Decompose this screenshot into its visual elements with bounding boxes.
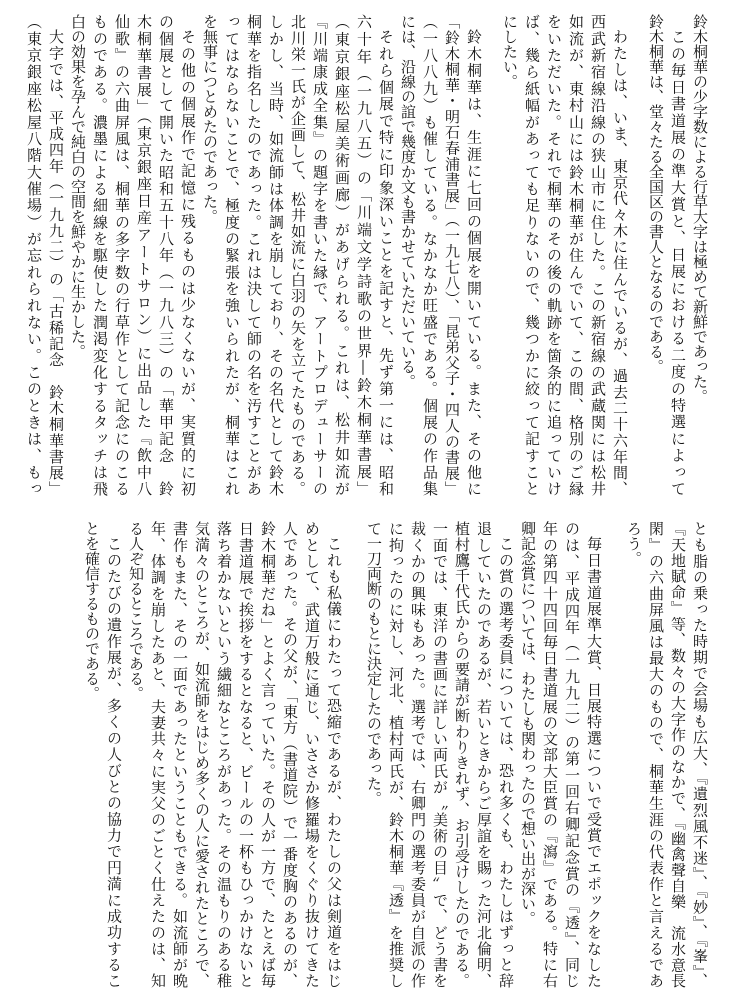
text-column: 木桐華書展」（東京銀座日産アートサロン）に出品した『飲中八 [135, 14, 153, 496]
text-column: ば、幾ら紙幅があっても足りないので、幾つかに絞って記すこと [523, 14, 541, 496]
text-column: 鈴木桐華は、堂々たる全国区の書人となるのである。 [647, 14, 665, 374]
text-section [645, 14, 711, 496]
text-column: 毎日書道展準大賞、日展特選についで受賞でエポックをなした [585, 536, 603, 988]
text-column: 年の第四十四回毎日書道展の文部大臣賞の『瀉』である。特に右 [541, 521, 559, 988]
text-column: 卿記念賞については、わたしも関わったので想い出が深い。 [519, 521, 537, 926]
text-column: 「鈴木桐華・明石春浦書展」（一九七八）、「昆弟父子・四人の書展」 [443, 14, 461, 496]
text-column: その他の個展作で記憶に残るものは少なくないが、実質的に初 [179, 29, 197, 496]
text-column: めとして、武道万般に通じ、いささか修羅場をくぐり抜けてきた [303, 521, 321, 988]
paragraph [23, 14, 67, 496]
text-column: る人ぞ知るところである。 [127, 521, 145, 701]
text-column: それら個展で特に印象深いことを記すと、先ず第一には、昭和 [377, 29, 395, 496]
text-column: 退していたのであるが、若いときからご厚誼を賜った河北倫明、 [475, 521, 493, 988]
text-section [499, 14, 631, 496]
text-column: ものである。濃墨による細線を駆使した潤渇変化するタッチは飛 [91, 14, 109, 496]
text-column: とも脂の乗った時期で会場も広大、『遺烈風不迷』、『妙』、『峯』、 [691, 521, 709, 988]
text-column: 西武新宿線沿線の狭山市に住した。この新宿線の武蔵関には松井 [589, 14, 607, 496]
text-column: この毎日書道展の準大賞と、日展における二度の特選によって [669, 29, 687, 497]
paragraph [499, 14, 631, 496]
text-column: 裁くかの興味もあった。選考では、右卿門の選考委員が自派の作 [409, 521, 427, 988]
paragraph [397, 14, 485, 496]
paragraph [689, 14, 711, 496]
text-column: 北川栄一氏が企画して、松井如流に白羽の矢を立てたものである。 [289, 14, 307, 497]
text-column: 大字では、平成四年（一九九二）の「古稀記念 鈴木桐華書展」 [47, 29, 65, 496]
text-column: （東京銀座松屋八階大催場）が忘れられない。このときは、もっ [25, 14, 43, 496]
text-section [363, 521, 605, 988]
text-column: 鈴木桐華の少字数による行草大字は極めて新鮮であった。 [691, 14, 709, 404]
text-section [23, 14, 485, 496]
text-column: わたしは、いま、東京代々木に住んでいるが、過去二十六年間、 [611, 29, 629, 496]
text-column: 仙歌』の六曲屏風は、桐華の多字数の行草作として記念にのこる [113, 14, 131, 496]
upper-text-block [23, 14, 711, 496]
paragraph [125, 521, 345, 988]
text-column: 一面では、東洋の書画に詳しい両氏が〝美術の目〟で、どう書を [431, 521, 449, 988]
text-column: のは、平成四年（一九九二）の第一回右卿記念賞の『透』、同じ [563, 521, 581, 988]
paragraph [623, 521, 711, 988]
text-section [81, 521, 345, 988]
text-column: しかし、当時、如流師は体調を崩しており、その名代として鈴木 [267, 14, 285, 496]
text-column: 『川端康成全集』の題字を書いた縁で、アートプロデューサーの [311, 14, 329, 496]
paragraph [363, 521, 517, 988]
text-column: には、沿線の誼で幾度か文も書かせていただいている。 [399, 14, 417, 389]
text-column: を無事につとめたのであった。 [201, 14, 219, 224]
text-column: 鈴木桐華だね」とよく言っていた。その人が一方で、たとえば毎 [259, 521, 277, 988]
text-column: 気満々のところが、如流師をはじめ多くの人に愛されたところで、 [193, 521, 211, 988]
text-column: 桐華を指名したのであった。これは決して師の名を汚すことがあ [245, 14, 263, 496]
text-column: 如流が、東村山には鈴木桐華が住んでいて、この間、格別のご縁 [567, 14, 585, 496]
text-column: （一八八九）も催している。なかなか旺盛である。個展の作品集 [421, 14, 439, 496]
text-section [623, 521, 711, 988]
text-column: 白の効果を孕んで純白の空間を鮮やかに生かした。 [69, 14, 87, 359]
text-column: 六十年（一九八五）の「川端文学詩歌の世界―鈴木桐華書展」 [355, 14, 373, 496]
text-column: （東京銀座松屋美術画廊）があげられる。これは、松井如流が [333, 14, 351, 496]
paragraph [645, 14, 689, 496]
text-column: これも私儀にわたって恐縮であるが、わたしの父は剣道をはじ [325, 536, 343, 988]
text-column: にしたい。 [501, 14, 519, 89]
text-column: 年、体調を崩したあと、夫妻共々に実父のごとく仕えたのは、知 [149, 521, 167, 988]
paragraph [517, 521, 605, 988]
text-column: ろう。 [625, 521, 643, 566]
lower-text-block [81, 521, 711, 988]
text-column: の個展として開いた昭和五十八年（一九八三）の「華甲記念 鈴 [157, 14, 175, 496]
paragraph [81, 521, 125, 988]
text-column: て一刀両断のもとに決定したのであった。 [365, 521, 383, 806]
text-column: このたびの遺作展が、多くの人びとの協力で円満に成功するこ [105, 536, 123, 988]
text-column: 書作もまた、その一面であったということもできる。如流師が晩 [171, 521, 189, 988]
paragraph [67, 14, 199, 496]
text-column: この賞の選考委員については、恐れ多くも、わたしはずっと辞 [497, 536, 515, 988]
text-column: 閑』の六曲屏風は最大のもので、桐華生涯の代表作と言えるであ [647, 521, 665, 988]
text-column: ってはならないことで、極度の緊張を強いられたが、桐華はこれ [223, 14, 241, 496]
paragraph [199, 14, 397, 496]
text-column: 日書道展で挨拶をするとなると、ビールの一杯もひっかけないと [237, 521, 255, 988]
text-column: 植村鷹千代氏からの要請が断わりきれず、お引受けしたのである。 [453, 521, 471, 988]
text-column: をいただいた。それで桐華のその後の軌跡を箇条的に追っていけ [545, 14, 563, 496]
text-column: とを確信するものである。 [83, 521, 101, 701]
text-column: 人であった。その父が、「東方（書道院）で一番度胸のあるのが、 [281, 521, 299, 988]
text-column: 鈴木桐華は、生涯に七回の個展を開いている。また、その他に [465, 29, 483, 496]
text-column: 『天地賦命』等、数々の大字作のなかで、『幽禽聲自樂 流水意長 [669, 521, 687, 988]
text-column: 落ち着かないという繊細なところがあった。その温もりのある稚 [215, 521, 233, 988]
text-column: に拘ったのに対し、河北、植村両氏が、鈴木桐華『透』を推奨し [387, 521, 405, 988]
